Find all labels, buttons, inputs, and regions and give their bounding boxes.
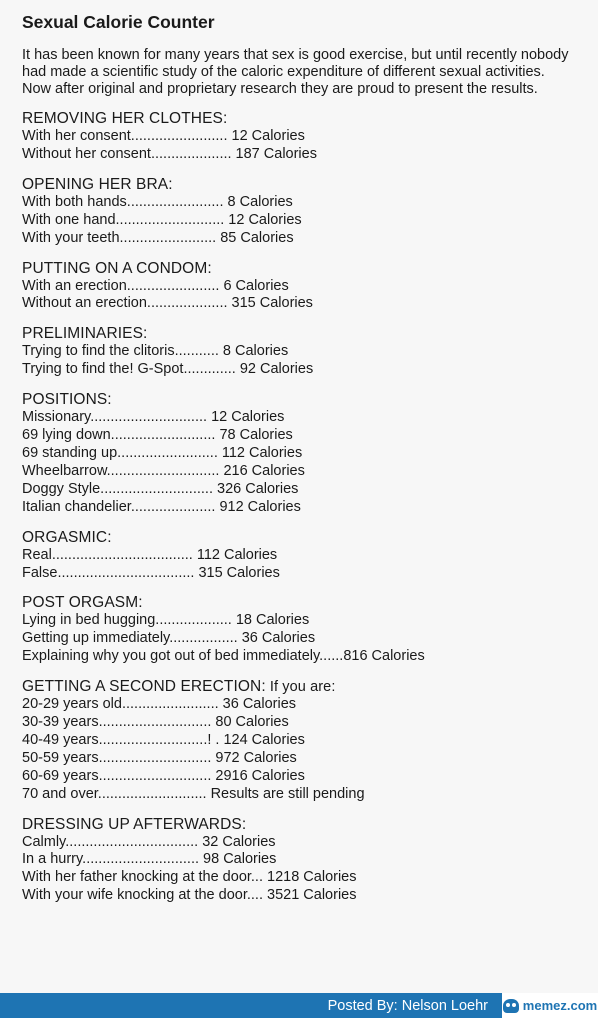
section: [22, 325, 576, 379]
calorie-row: 69 lying down.......................... 78 Calories: [22, 427, 293, 444]
section-heading-text: ORGASMIC:: [22, 528, 112, 546]
calorie-row: 30-39 years............................ 80 Calories: [22, 714, 289, 731]
calorie-row: Italian chandelier..................... 912 Calories: [22, 498, 301, 515]
section: [22, 594, 576, 666]
section-heading: [22, 529, 576, 547]
section-heading-text: GETTING A SECOND ERECTION:: [22, 678, 266, 696]
calorie-row: Lying in bed hugging................... 18 Calories: [22, 612, 310, 629]
calorie-row: With your teeth........................ 85 Calories: [22, 229, 294, 246]
calorie-row: Wheelbarrow............................ 216 Calories: [22, 462, 305, 479]
calorie-row: With her consent........................ 12 Calories: [22, 128, 305, 144]
section-heading: [22, 176, 576, 194]
section-heading: [22, 594, 576, 612]
section: [22, 816, 576, 906]
section: [22, 529, 576, 583]
section-heading-note: If you are:: [265, 679, 336, 696]
section-heading-text: REMOVING HER CLOTHES:: [22, 110, 228, 127]
calorie-row: In a hurry............................. 98 Calories: [22, 851, 277, 868]
section-heading-text: PRELIMINARIES:: [22, 325, 148, 343]
posted-by: Posted By: Nelson Loehr: [327, 997, 488, 1014]
calorie-row: 40-49 years...........................! . 124 Calories: [22, 731, 305, 748]
calorie-row: 70 and over........................... Results are still pending: [22, 785, 365, 802]
section-heading-text: OPENING HER BRA:: [22, 175, 173, 193]
calorie-row: With both hands........................ 8 Calories: [22, 193, 293, 210]
section: [22, 110, 576, 164]
calorie-row: False.................................. 315 Calories: [22, 564, 280, 581]
footer-bar: [0, 993, 598, 1018]
calorie-row: Missionary............................. 12 Calories: [22, 409, 285, 426]
calorie-row: Doggy Style............................ 326 Calories: [22, 480, 299, 497]
calorie-row: Getting up immediately................. 36 Calories: [22, 630, 316, 647]
brand-name: memez.com: [522, 998, 598, 1013]
calorie-row: Without an erection.................... 315 Calories: [22, 295, 313, 312]
calorie-row: With an erection....................... 6 Calories: [22, 277, 289, 294]
calorie-row: With one hand........................... 12 Calories: [22, 211, 302, 228]
section: [22, 260, 576, 314]
section-heading: [22, 678, 576, 696]
calorie-row: Without her consent.................... 187 Calories: [22, 145, 317, 162]
calorie-row: Trying to find the! G-Spot............. 92 Calories: [22, 361, 314, 378]
calorie-row: 50-59 years............................ 972 Calories: [22, 749, 297, 766]
calorie-row: With your wife knocking at the door.... 3521 Calories: [22, 887, 357, 904]
brand-link[interactable]: [502, 993, 598, 1018]
section-heading-text: POSITIONS:: [22, 391, 112, 409]
section-heading-text: POST ORGASM:: [22, 594, 143, 612]
page-title: Sexual Calorie Counter: [22, 12, 215, 32]
section: [22, 391, 576, 516]
section-heading: [22, 325, 576, 343]
sections: [22, 110, 576, 905]
memez-logo-icon: [503, 999, 519, 1013]
section-heading: [22, 816, 576, 834]
calorie-row: Explaining why you got out of bed immediately......816 Calories: [22, 648, 425, 665]
calorie-row: 20-29 years old........................ 36 Calories: [22, 696, 297, 713]
calorie-row: With her father knocking at the door... 1218 Calories: [22, 869, 357, 886]
calorie-row: Real................................... 112 Calories: [22, 546, 278, 563]
calorie-row: Calmly................................. 32 Calories: [22, 833, 276, 850]
section-heading-text: DRESSING UP AFTERWARDS:: [22, 815, 247, 833]
calorie-row: 60-69 years............................ 2916 Calories: [22, 767, 305, 784]
section: [22, 176, 576, 248]
section-heading-text: PUTTING ON A CONDOM:: [22, 259, 212, 277]
intro-paragraph: It has been known for many years that sex is good exercise, but until recently nobody had made a scientific study of the caloric expenditure of different sexual activities. Now after original and proprietary research they are proud to present the results.: [22, 47, 569, 97]
calorie-row: 69 standing up......................... 112 Calories: [22, 444, 303, 461]
calorie-row: Trying to find the clitoris........... 8 Calories: [22, 343, 289, 360]
section-heading: [22, 391, 576, 409]
section-heading: [22, 260, 576, 278]
section: [22, 678, 576, 803]
section-heading: [22, 110, 576, 128]
